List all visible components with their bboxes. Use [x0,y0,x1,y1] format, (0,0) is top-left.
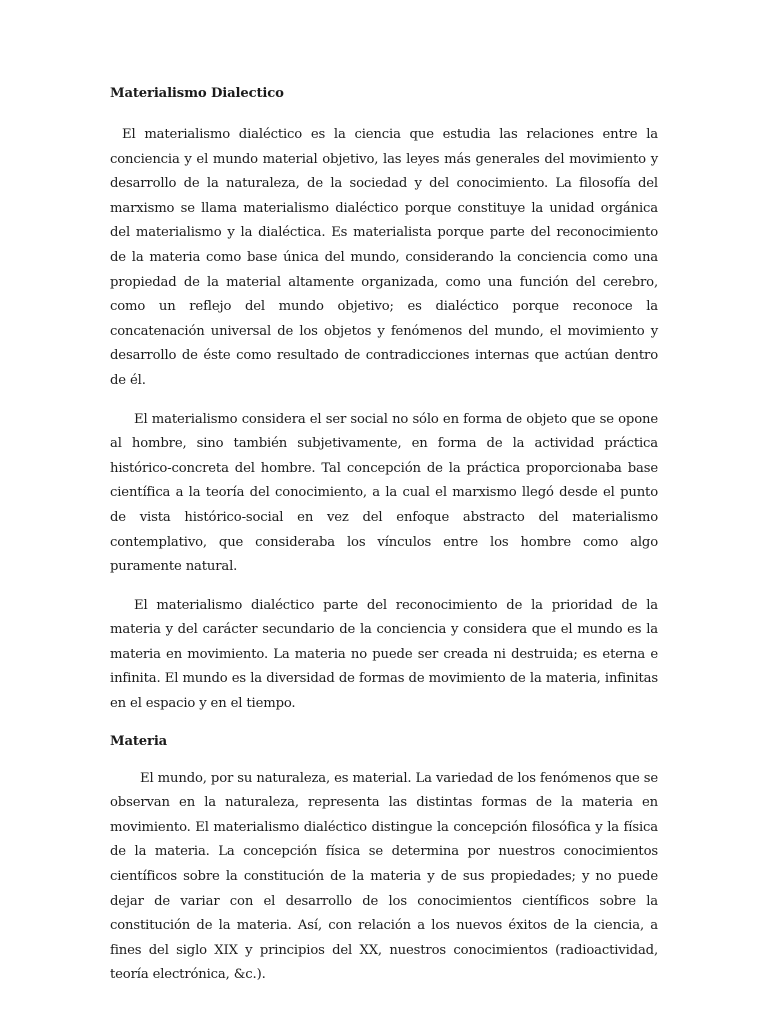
paragraph-1: El materialismo dialéctico es la ciencia que estudia las relaciones entre la conciencia y el mundo material objetivo, las leyes más generales del movimiento y desarrollo de la naturaleza, de la sociedad y del conocimiento. La filosofía del marxismo se llama materialismo dialéctico porque constituye la unidad orgánica del materialismo y la dialéctica. Es materialista porque parte del reconocimiento de la materia como base única del mundo, considerando la conciencia como una propiedad de la material altamente organizada, como una función del cerebro, como un reflejo del mundo objetivo; es dialéctico porque reconoce la concatenación universal de los objetos y fenómenos del mundo, el movimiento y desarrollo de éste como resultado de contradicciones internas que actúan dentro de él. [110,127,658,388]
section-heading-materia: Materia [110,733,168,749]
paragraph-4: El mundo, por su naturaleza, es material. La variedad de los fenómenos que se observan en la naturaleza, representa las distintas formas de la materia en movimiento. El materialismo dialéctico distingue la concepción filosófica y la física de la materia. La concepción física se determina por nuestros conocimientos científicos sobre la constitución de la materia y de sus propiedades; y no puede dejar de variar con el desarrollo de los conocimientos científicos sobre la constitución de la materia. Así, con relación a los nuevos éxitos de la ciencia, a fines del siglo XIX y principios del XX, nuestros conocimientos (radioactividad, teoría electrónica, &c.). [110,770,658,983]
section-heading-materialismo-dialectico: Materialismo Dialectico [110,86,284,101]
paragraph-2: El materialismo considera el ser social no sólo en forma de objeto que se opone al hombre, sino también subjetivamente, en forma de la actividad práctica histórico-concreta del hombre. Tal concepción de la práctica proporcionaba base científica a la teoría del conocimiento, a la cual el marxismo llegó desde el punto de vista histórico-social en vez del enfoque abstracto del materialismo contemplativo, que consideraba los vínculos entre los hombre como algo puramente natural. [110,411,658,575]
document-body [110,84,658,988]
paragraph-3: El materialismo dialéctico parte del reconocimiento de la prioridad de la materia y del carácter secundario de la conciencia y considera que el mundo es la materia en movimiento. La materia no puede ser creada ni destruida; es eterna e infinita. El mundo es la diversidad de formas de movimiento de la materia, infinitas en el espacio y en el tiempo. [110,597,658,712]
